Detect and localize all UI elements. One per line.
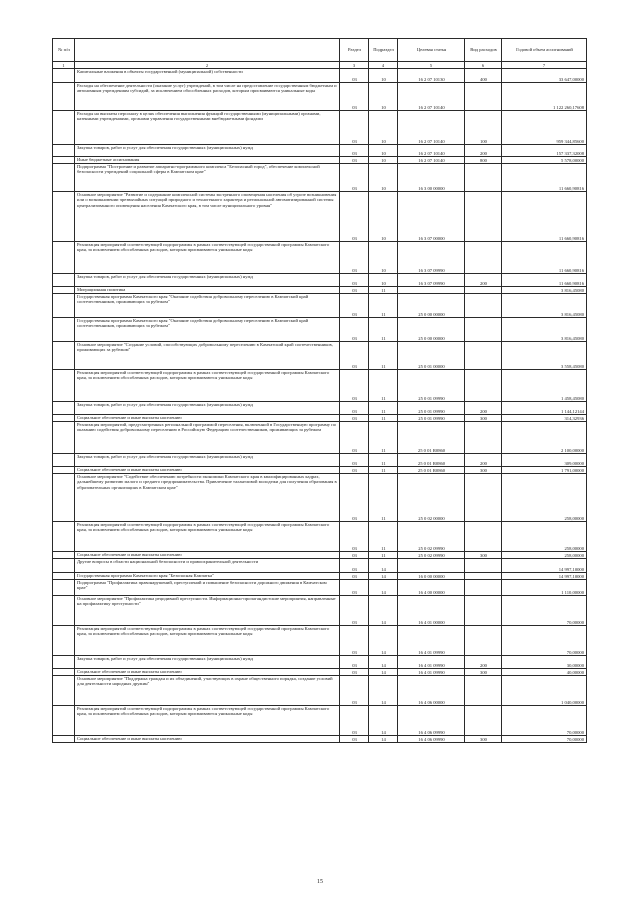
table-row bbox=[53, 552, 587, 559]
row-podrazdel-cell: 14 bbox=[369, 559, 398, 573]
row-amount-cell: 1 122 260,17608 bbox=[502, 83, 587, 111]
row-number-cell bbox=[53, 474, 75, 522]
row-number-cell bbox=[53, 552, 75, 559]
header-annual-amount: Годовой объем ассигнований bbox=[502, 39, 587, 62]
row-target-article-cell: 25 0 01 09990 bbox=[398, 415, 465, 422]
table-header-row bbox=[53, 39, 587, 62]
row-name-cell: Реализация мероприятий, предусмотренных региональной программой переселения, включенной в Государственную программу по оказанию содействия добровольному переселению в Российскую Федерацию соотечественников, проживающих за рубежом bbox=[75, 422, 340, 454]
row-razdel-cell: 03 bbox=[340, 676, 369, 706]
row-amount-cell: 258,00000 bbox=[502, 552, 587, 559]
table-row bbox=[53, 676, 587, 706]
row-target-article-cell: 16 4 01 09990 bbox=[398, 669, 465, 676]
row-podrazdel-cell: 10 bbox=[369, 157, 398, 164]
row-podrazdel-cell: 11 bbox=[369, 474, 398, 522]
row-name-cell: Социальное обеспечение и иные выплаты населению bbox=[75, 467, 340, 474]
row-number-cell bbox=[53, 573, 75, 580]
row-podrazdel-cell: 11 bbox=[369, 415, 398, 422]
row-expense-type-cell: 200 bbox=[465, 145, 502, 157]
row-name-cell: Основное мероприятие "Развитие и содержание комплексной системы экстренного оповещения населения об угрозе возникновения или о возникновении чрезвычайных ситуаций природного и техногенного характера и региональной автоматизированной системы централизованного оповещения населения Камчатского края, в том числе муниципального уровня" bbox=[75, 192, 340, 242]
row-name-cell: Закупка товаров, работ и услуг для обеспечения государственных (муниципальных) нужд bbox=[75, 454, 340, 467]
row-number-cell bbox=[53, 164, 75, 192]
row-amount-cell: 11 660,90816 bbox=[502, 164, 587, 192]
row-amount-cell: 33 647,00000 bbox=[502, 69, 587, 83]
row-amount-cell: 70,00000 bbox=[502, 736, 587, 743]
row-number-cell bbox=[53, 192, 75, 242]
row-razdel-cell: 03 bbox=[340, 559, 369, 573]
row-number-cell bbox=[53, 656, 75, 669]
row-number-cell bbox=[53, 370, 75, 402]
row-name-cell: Миграционная политика bbox=[75, 287, 340, 294]
row-target-article-cell: 16 3 07 00000 bbox=[398, 192, 465, 242]
row-expense-type-cell bbox=[465, 164, 502, 192]
row-target-article-cell: 16 4 06 09990 bbox=[398, 736, 465, 743]
row-target-article-cell: 16 4 01 09990 bbox=[398, 656, 465, 669]
row-number-cell bbox=[53, 145, 75, 157]
row-razdel-cell: 03 bbox=[340, 294, 369, 318]
row-number-cell bbox=[53, 342, 75, 370]
row-amount-cell: 3 816,45080 bbox=[502, 318, 587, 342]
row-name-cell: Иные бюджетные ассигнования bbox=[75, 157, 340, 164]
row-podrazdel-cell: 10 bbox=[369, 83, 398, 111]
row-number-cell bbox=[53, 422, 75, 454]
row-number-cell bbox=[53, 294, 75, 318]
row-amount-cell: 70,00000 bbox=[502, 596, 587, 626]
row-name-cell: Реализация мероприятий соответствующей подпрограммы в рамках соответствующей государственной программы Камчатского края, за исключением обособленных расходов, которым присваиваются уникальные коды bbox=[75, 706, 340, 736]
row-target-article-cell: 25 0 01 09990 bbox=[398, 402, 465, 415]
row-expense-type-cell: 300 bbox=[465, 415, 502, 422]
row-razdel-cell: 03 bbox=[340, 467, 369, 474]
row-name-cell: Основное мероприятие "Профилактика рецидивной преступности. Информационно-пропагандистские мероприятия, направленные на профилактику преступности" bbox=[75, 596, 340, 626]
row-target-article-cell: 16 4 06 09990 bbox=[398, 706, 465, 736]
budget-allocation-table bbox=[52, 38, 587, 743]
row-podrazdel-cell: 14 bbox=[369, 573, 398, 580]
row-expense-type-cell: 300 bbox=[465, 736, 502, 743]
header-name bbox=[75, 39, 340, 62]
row-target-article-cell: 16 2 07 10140 bbox=[398, 145, 465, 157]
row-podrazdel-cell: 14 bbox=[369, 626, 398, 656]
row-target-article-cell: 16 2 07 10140 bbox=[398, 111, 465, 145]
row-name-cell: Подпрограмма "Построение и развитие аппаратно-программного комплекса "Безопасный город", обеспечение комплексной безопасности учреждений социальной сферы в Камчатском крае" bbox=[75, 164, 340, 192]
row-amount-cell: 40,00000 bbox=[502, 669, 587, 676]
row-target-article-cell: 16 3 00 00000 bbox=[398, 164, 465, 192]
row-razdel-cell: 03 bbox=[340, 706, 369, 736]
row-expense-type-cell bbox=[465, 559, 502, 573]
row-name-cell: Другие вопросы в области национальной безопасности и правоохранительной деятельности bbox=[75, 559, 340, 573]
table-row bbox=[53, 454, 587, 467]
row-amount-cell: 258,00000 bbox=[502, 474, 587, 522]
row-expense-type-cell: 300 bbox=[465, 669, 502, 676]
row-razdel-cell: 03 bbox=[340, 274, 369, 287]
row-number-cell bbox=[53, 626, 75, 656]
row-amount-cell: 14 997,10000 bbox=[502, 573, 587, 580]
table-row bbox=[53, 318, 587, 342]
row-podrazdel-cell: 14 bbox=[369, 706, 398, 736]
header-podrazdel: Подраздел bbox=[369, 39, 398, 62]
row-name-cell: Реализация мероприятий соответствующей подпрограммы в рамках соответствующей государственной программы Камчатского края, за исключением обособленных расходов, которым присваиваются уникальные коды bbox=[75, 522, 340, 552]
row-number-cell bbox=[53, 736, 75, 743]
row-expense-type-cell: 300 bbox=[465, 552, 502, 559]
row-amount-cell: 11 660,90816 bbox=[502, 274, 587, 287]
table-row bbox=[53, 192, 587, 242]
row-name-cell: Государственная программа Камчатского края "Безопасная Камчатка" bbox=[75, 573, 340, 580]
row-expense-type-cell: 400 bbox=[465, 69, 502, 83]
row-razdel-cell: 03 bbox=[340, 474, 369, 522]
row-expense-type-cell: 800 bbox=[465, 157, 502, 164]
budget-table-sheet bbox=[52, 38, 586, 743]
row-amount-cell: 11 660,90816 bbox=[502, 242, 587, 274]
row-name-cell: Расходы на выплаты персоналу в целях обеспечения выполнения функций государственными (муниципальными) органами, казенными учреждениями, органами управления государственными внебюджетными фондами bbox=[75, 111, 340, 145]
row-podrazdel-cell: 11 bbox=[369, 402, 398, 415]
row-target-article-cell: 16 4 01 09990 bbox=[398, 626, 465, 656]
column-number: 6 bbox=[465, 62, 502, 69]
table-row bbox=[53, 467, 587, 474]
row-expense-type-cell: 200 bbox=[465, 274, 502, 287]
row-expense-type-cell bbox=[465, 676, 502, 706]
row-amount-cell: 1 110,00000 bbox=[502, 580, 587, 596]
row-amount-cell: 258,00000 bbox=[502, 522, 587, 552]
row-expense-type-cell bbox=[465, 370, 502, 402]
table-row bbox=[53, 145, 587, 157]
row-amount-cell: 3 816,45080 bbox=[502, 294, 587, 318]
header-expense-type: Вид расходов bbox=[465, 39, 502, 62]
row-podrazdel-cell: 14 bbox=[369, 669, 398, 676]
row-podrazdel-cell: 11 bbox=[369, 522, 398, 552]
table-row bbox=[53, 736, 587, 743]
row-razdel-cell: 03 bbox=[340, 192, 369, 242]
row-amount-cell: 1 791,00000 bbox=[502, 467, 587, 474]
row-podrazdel-cell: 10 bbox=[369, 164, 398, 192]
table-row bbox=[53, 474, 587, 522]
table-row bbox=[53, 274, 587, 287]
row-name-cell: Государственная программа Камчатского края "Оказание содействия добровольному переселению в Камчатский край соотечественников, проживающих за рубежом" bbox=[75, 318, 340, 342]
row-target-article-cell: 25 0 02 09990 bbox=[398, 552, 465, 559]
row-razdel-cell: 03 bbox=[340, 656, 369, 669]
row-name-cell: Социальное обеспечение и иные выплаты населению bbox=[75, 736, 340, 743]
row-target-article-cell: 16 4 06 00000 bbox=[398, 676, 465, 706]
row-number-cell bbox=[53, 111, 75, 145]
row-number-cell bbox=[53, 287, 75, 294]
row-name-cell: Реализация мероприятий соответствующей подпрограммы в рамках соответствующей государственной программы Камчатского края, за исключением обособленных расходов, которым присваиваются уникальные коды bbox=[75, 370, 340, 402]
row-expense-type-cell bbox=[465, 318, 502, 342]
row-podrazdel-cell: 14 bbox=[369, 580, 398, 596]
row-target-article-cell: 25 0 00 00000 bbox=[398, 294, 465, 318]
header-number: № п/п bbox=[53, 39, 75, 62]
row-target-article-cell: 25 0 01 00000 bbox=[398, 342, 465, 370]
table-row bbox=[53, 164, 587, 192]
row-expense-type-cell: 300 bbox=[465, 467, 502, 474]
row-expense-type-cell bbox=[465, 573, 502, 580]
row-target-article-cell bbox=[398, 287, 465, 294]
table-row bbox=[53, 287, 587, 294]
column-number: 7 bbox=[502, 62, 587, 69]
column-number: 3 bbox=[340, 62, 369, 69]
row-expense-type-cell bbox=[465, 706, 502, 736]
row-number-cell bbox=[53, 676, 75, 706]
row-podrazdel-cell: 11 bbox=[369, 287, 398, 294]
row-target-article-cell: 25 0 01 R0860 bbox=[398, 454, 465, 467]
row-name-cell: Реализация мероприятий соответствующей подпрограммы в рамках соответствующей государственной программы Камчатского края, за исключением обособленных расходов, которым присваиваются уникальные коды bbox=[75, 242, 340, 274]
row-amount-cell: 14 997,10000 bbox=[502, 559, 587, 573]
row-target-article-cell: 16 2 07 10140 bbox=[398, 83, 465, 111]
row-podrazdel-cell: 11 bbox=[369, 370, 398, 402]
table-row bbox=[53, 669, 587, 676]
row-number-cell bbox=[53, 467, 75, 474]
row-number-cell bbox=[53, 83, 75, 111]
row-podrazdel-cell: 10 bbox=[369, 111, 398, 145]
row-name-cell: Расходы на обеспечение деятельности (оказание услуг) учреждений, в том числе на предоставление государственным бюджетным и автономным учреждениям субсидий, за исключением обособленных расходов, которым присваиваются уникальные коды bbox=[75, 83, 340, 111]
row-razdel-cell: 03 bbox=[340, 736, 369, 743]
row-expense-type-cell bbox=[465, 287, 502, 294]
row-podrazdel-cell: 11 bbox=[369, 342, 398, 370]
row-expense-type-cell bbox=[465, 342, 502, 370]
row-podrazdel-cell: 10 bbox=[369, 192, 398, 242]
row-podrazdel-cell: 11 bbox=[369, 467, 398, 474]
row-number-cell bbox=[53, 157, 75, 164]
row-amount-cell: 30,00000 bbox=[502, 656, 587, 669]
row-amount-cell: 70,00000 bbox=[502, 706, 587, 736]
row-razdel-cell: 03 bbox=[340, 669, 369, 676]
row-podrazdel-cell: 11 bbox=[369, 552, 398, 559]
row-expense-type-cell bbox=[465, 626, 502, 656]
table-row bbox=[53, 596, 587, 626]
column-number: 5 bbox=[398, 62, 465, 69]
table-row bbox=[53, 656, 587, 669]
row-expense-type-cell bbox=[465, 596, 502, 626]
table-row bbox=[53, 342, 587, 370]
table-row bbox=[53, 580, 587, 596]
row-expense-type-cell: 200 bbox=[465, 402, 502, 415]
table-row bbox=[53, 626, 587, 656]
row-podrazdel-cell: 10 bbox=[369, 242, 398, 274]
table-row bbox=[53, 422, 587, 454]
page-number: 15 bbox=[317, 879, 323, 885]
table-row bbox=[53, 559, 587, 573]
column-number: 2 bbox=[75, 62, 340, 69]
row-expense-type-cell bbox=[465, 192, 502, 242]
row-podrazdel-cell: 10 bbox=[369, 145, 398, 157]
row-podrazdel-cell: 10 bbox=[369, 274, 398, 287]
row-amount-cell: 309,00000 bbox=[502, 454, 587, 467]
row-expense-type-cell bbox=[465, 422, 502, 454]
row-target-article-cell: 25 0 02 09990 bbox=[398, 522, 465, 552]
row-target-article-cell: 16 2 07 10140 bbox=[398, 157, 465, 164]
row-expense-type-cell: 200 bbox=[465, 454, 502, 467]
row-number-cell bbox=[53, 274, 75, 287]
row-razdel-cell: 03 bbox=[340, 580, 369, 596]
row-name-cell: Основное мероприятие "Создание условий, способствующих добровольному переселению в Камчатский край соотечественников, проживающих за рубежом" bbox=[75, 342, 340, 370]
row-expense-type-cell: 200 bbox=[465, 656, 502, 669]
row-expense-type-cell bbox=[465, 242, 502, 274]
row-amount-cell: 70,00000 bbox=[502, 626, 587, 656]
row-amount-cell: 959 344,85600 bbox=[502, 111, 587, 145]
row-target-article-cell: 16 4 00 00000 bbox=[398, 580, 465, 596]
row-name-cell: Социальное обеспечение и иные выплаты населению bbox=[75, 669, 340, 676]
row-razdel-cell: 03 bbox=[340, 69, 369, 83]
row-razdel-cell: 03 bbox=[340, 157, 369, 164]
row-number-cell bbox=[53, 69, 75, 83]
row-razdel-cell: 03 bbox=[340, 626, 369, 656]
row-razdel-cell: 03 bbox=[340, 415, 369, 422]
row-name-cell: Социальное обеспечение и иные выплаты населению bbox=[75, 552, 340, 559]
row-expense-type-cell bbox=[465, 474, 502, 522]
row-razdel-cell: 03 bbox=[340, 402, 369, 415]
row-razdel-cell: 03 bbox=[340, 552, 369, 559]
row-amount-cell: 314,32936 bbox=[502, 415, 587, 422]
row-target-article-cell: 25 0 01 09990 bbox=[398, 370, 465, 402]
table-row bbox=[53, 573, 587, 580]
row-name-cell: Социальное обеспечение и иные выплаты населению bbox=[75, 415, 340, 422]
row-razdel-cell: 03 bbox=[340, 287, 369, 294]
row-number-cell bbox=[53, 454, 75, 467]
row-razdel-cell: 03 bbox=[340, 454, 369, 467]
row-target-article-cell: 16 2 07 10130 bbox=[398, 69, 465, 83]
row-amount-cell: 3 558,45080 bbox=[502, 342, 587, 370]
row-name-cell: Реализация мероприятий соответствующей подпрограммы в рамках соответствующей государственной программы Камчатского края, за исключением обособленных расходов, которым присваиваются уникальные коды bbox=[75, 626, 340, 656]
row-number-cell bbox=[53, 596, 75, 626]
row-expense-type-cell bbox=[465, 294, 502, 318]
row-number-cell bbox=[53, 402, 75, 415]
row-podrazdel-cell: 11 bbox=[369, 422, 398, 454]
table-row bbox=[53, 157, 587, 164]
row-amount-cell: 2 100,00000 bbox=[502, 422, 587, 454]
row-amount-cell: 11 660,90816 bbox=[502, 192, 587, 242]
row-razdel-cell: 03 bbox=[340, 422, 369, 454]
row-amount-cell: 5 578,00000 bbox=[502, 157, 587, 164]
row-name-cell: Закупка товаров, работ и услуг для обеспечения государственных (муниципальных) нужд bbox=[75, 274, 340, 287]
row-expense-type-cell: 100 bbox=[465, 111, 502, 145]
row-expense-type-cell bbox=[465, 580, 502, 596]
row-number-cell bbox=[53, 415, 75, 422]
row-razdel-cell: 03 bbox=[340, 522, 369, 552]
header-target-article: Целевая статья bbox=[398, 39, 465, 62]
row-number-cell bbox=[53, 318, 75, 342]
row-name-cell: Государственная программа Камчатского края "Оказание содействия добровольному переселению в Камчатский край соотечественников, проживающих за рубежом" bbox=[75, 294, 340, 318]
row-amount-cell: 1 144,12144 bbox=[502, 402, 587, 415]
table-row bbox=[53, 706, 587, 736]
row-expense-type-cell bbox=[465, 83, 502, 111]
row-name-cell: Закупка товаров, работ и услуг для обеспечения государственных (муниципальных) нужд bbox=[75, 656, 340, 669]
table-row bbox=[53, 370, 587, 402]
row-number-cell bbox=[53, 706, 75, 736]
row-podrazdel-cell: 14 bbox=[369, 596, 398, 626]
row-podrazdel-cell: 10 bbox=[369, 69, 398, 83]
table-row bbox=[53, 242, 587, 274]
table-row bbox=[53, 522, 587, 552]
row-razdel-cell: 03 bbox=[340, 145, 369, 157]
header-razdel: Раздел bbox=[340, 39, 369, 62]
column-number: 1 bbox=[53, 62, 75, 69]
row-target-article-cell: 25 0 01 R0860 bbox=[398, 467, 465, 474]
row-razdel-cell: 03 bbox=[340, 111, 369, 145]
row-razdel-cell: 03 bbox=[340, 83, 369, 111]
table-row bbox=[53, 294, 587, 318]
row-number-cell bbox=[53, 669, 75, 676]
row-target-article-cell: 16 0 00 00000 bbox=[398, 573, 465, 580]
row-podrazdel-cell: 11 bbox=[369, 318, 398, 342]
row-name-cell: Основное мероприятие "Содействие обеспечению потребности экономики Камчатского края в квалифицированных кадрах, дальнейшему развитию малого и среднего предпринимательства. Привлечение талантливой молодежи для получения образования в образовательных организациях в Камчатском крае" bbox=[75, 474, 340, 522]
row-number-cell bbox=[53, 242, 75, 274]
column-number-row bbox=[53, 62, 587, 69]
row-razdel-cell: 03 bbox=[340, 164, 369, 192]
table-row bbox=[53, 402, 587, 415]
row-expense-type-cell bbox=[465, 522, 502, 552]
row-podrazdel-cell: 11 bbox=[369, 454, 398, 467]
row-name-cell: Капитальные вложения в объекты государственной (муниципальной) собственности bbox=[75, 69, 340, 83]
row-podrazdel-cell: 14 bbox=[369, 736, 398, 743]
row-target-article-cell: 25 0 02 00000 bbox=[398, 474, 465, 522]
row-razdel-cell: 03 bbox=[340, 573, 369, 580]
row-target-article-cell: 16 3 07 09990 bbox=[398, 274, 465, 287]
row-amount-cell: 3 816,45080 bbox=[502, 287, 587, 294]
row-number-cell bbox=[53, 559, 75, 573]
row-name-cell: Основное мероприятие "Поддержка граждан и их объединений, участвующих в охране общественного порядка, создание условий для деятельности народных дружин" bbox=[75, 676, 340, 706]
row-name-cell: Закупка товаров, работ и услуг для обеспечения государственных (муниципальных) нужд bbox=[75, 145, 340, 157]
row-razdel-cell: 03 bbox=[340, 242, 369, 274]
table-row bbox=[53, 69, 587, 83]
table-body bbox=[53, 69, 587, 743]
table-row bbox=[53, 111, 587, 145]
table-row bbox=[53, 415, 587, 422]
row-amount-cell: 1 040,00000 bbox=[502, 676, 587, 706]
row-razdel-cell: 03 bbox=[340, 342, 369, 370]
row-amount-cell: 157 337,32008 bbox=[502, 145, 587, 157]
row-target-article-cell bbox=[398, 559, 465, 573]
row-amount-cell: 1 458,45080 bbox=[502, 370, 587, 402]
row-podrazdel-cell: 14 bbox=[369, 656, 398, 669]
table-row bbox=[53, 83, 587, 111]
row-razdel-cell: 03 bbox=[340, 596, 369, 626]
row-razdel-cell: 03 bbox=[340, 370, 369, 402]
row-target-article-cell: 25 0 00 00000 bbox=[398, 318, 465, 342]
row-podrazdel-cell: 14 bbox=[369, 676, 398, 706]
row-name-cell: Подпрограмма "Профилактика правонарушений, преступлений и повышение безопасности дорожного движения в Камчатском крае" bbox=[75, 580, 340, 596]
row-number-cell bbox=[53, 580, 75, 596]
row-number-cell bbox=[53, 522, 75, 552]
row-razdel-cell: 03 bbox=[340, 318, 369, 342]
row-target-article-cell: 16 3 07 09990 bbox=[398, 242, 465, 274]
column-number: 4 bbox=[369, 62, 398, 69]
row-name-cell: Закупка товаров, работ и услуг для обеспечения государственных (муниципальных) нужд bbox=[75, 402, 340, 415]
row-podrazdel-cell: 11 bbox=[369, 294, 398, 318]
row-target-article-cell: 16 4 01 00000 bbox=[398, 596, 465, 626]
row-target-article-cell: 25 0 01 R0860 bbox=[398, 422, 465, 454]
